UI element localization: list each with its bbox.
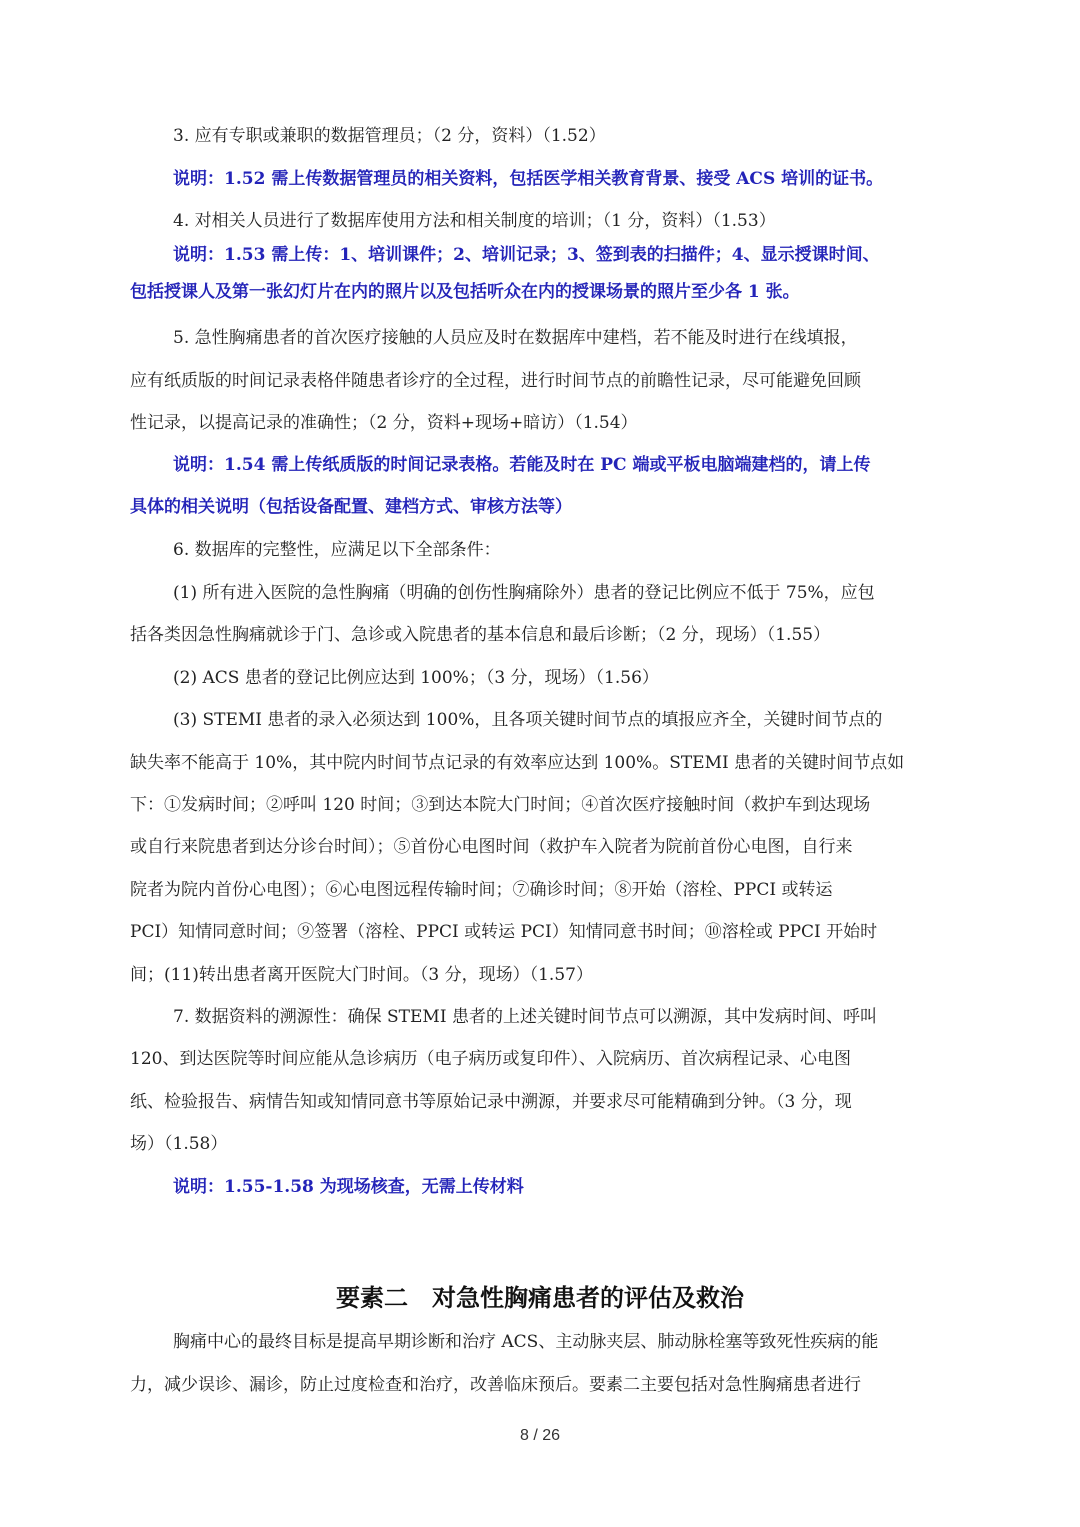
criterion-1-53: 4. 对相关人员进行了数据库使用方法和相关制度的培训；（1 分，资料）（1.53） <box>173 211 776 231</box>
criterion-1-58: 7. 数据资料的溯源性：确保 STEMI 患者的上述关键时间节点可以溯源，其中发病时间、呼叫 <box>173 1007 877 1027</box>
criterion-1-57: (3) STEMI 患者的录入必须达到 100%，且各项关键时间节点的填报应齐全，关键时间节点的 <box>173 710 883 730</box>
criterion-1-57-cont: PCI）知情同意时间；⑨签署（溶栓、PPCI 或转运 PCI）知情同意书时间；⑩溶栓或 PPCI 开始时 <box>130 922 878 942</box>
page-number: 8 / 26 <box>519 1427 561 1444</box>
criterion-1-57-cont: 或自行来院患者到达分诊台时间）；⑤首份心电图时间（救护车入院者为院前首份心电图，自行来 <box>130 837 853 857</box>
criterion-1-58-cont: 120、到达医院等时间应能从急诊病历（电子病历或复印件）、入院病历、首次病程记录、心电图 <box>130 1049 851 1069</box>
section-intro-cont: 力，减少误诊、漏诊，防止过度检查和治疗，改善临床预后。要素二主要包括对急性胸痛患者进行 <box>130 1375 861 1395</box>
criterion-1-55: (1) 所有进入医院的急性胸痛（明确的创伤性胸痛除外）患者的登记比例应不低于 75%，应包 <box>173 583 875 603</box>
criterion-1-56: (2) ACS 患者的登记比例应达到 100%；（3 分，现场）（1.56） <box>173 668 659 688</box>
section-intro: 胸痛中心的最终目标是提高早期诊断和治疗 ACS、主动脉夹层、肺动脉栓塞等致死性疾病的能 <box>173 1332 879 1352</box>
note-1-54: 说明：1.54 需上传纸质版的时间记录表格。若能及时在 PC 端或平板电脑端建档的，请上传 <box>173 455 871 475</box>
criterion-1-57-cont: 缺失率不能高于 10%，其中院内时间节点记录的有效率应达到 100%。STEMI 患者的关键时间节点如 <box>130 753 905 773</box>
criterion-6: 6. 数据库的完整性，应满足以下全部条件： <box>173 540 501 560</box>
criterion-1-55-cont: 括各类因急性胸痛就诊于门、急诊或入院患者的基本信息和最后诊断；（2 分，现场）（1.55） <box>130 625 831 645</box>
criterion-1-58-cont: 场）（1.58） <box>130 1134 228 1154</box>
note-1-53: 说明：1.53 需上传：1、培训课件；2、培训记录；3、签到表的扫描件；4、显示授课时间、 <box>173 245 880 265</box>
section-heading: 要素二 对急性胸痛患者的评估及救治 <box>336 1283 744 1312</box>
criterion-1-58-cont: 纸、检验报告、病情告知或知情同意书等原始记录中溯源，并要求尽可能精确到分钟。（3 分，现 <box>130 1092 852 1112</box>
criterion-1-57-cont: 院者为院内首份心电图）；⑥心电图远程传输时间；⑦确诊时间；⑧开始（溶栓、PPCI 或转运 <box>130 880 833 900</box>
note-1-54-cont: 具体的相关说明（包括设备配置、建档方式、审核方法等） <box>130 497 572 517</box>
criterion-1-57-cont: 下：①发病时间；②呼叫 120 时间；③到达本院大门时间；④首次医疗接触时间（救护车到达现场 <box>130 795 871 815</box>
criterion-1-57-cont: 间；(11)转出患者离开医院大门时间。（3 分，现场）（1.57） <box>130 965 593 985</box>
criterion-1-54-cont: 性记录，以提高记录的准确性；（2 分，资料+现场+暗访）（1.54） <box>130 413 638 433</box>
criterion-1-52: 3. 应有专职或兼职的数据管理员；（2 分，资料）（1.52） <box>173 126 606 146</box>
criterion-1-54: 5. 急性胸痛患者的首次医疗接触的人员应及时在数据库中建档，若不能及时进行在线填报， <box>173 328 858 348</box>
note-1-53-cont: 包括授课人及第一张幻灯片在内的照片以及包括听众在内的授课场景的照片至少各 1 张。 <box>130 282 800 302</box>
criterion-1-54-cont: 应有纸质版的时间记录表格伴随患者诊疗的全过程，进行时间节点的前瞻性记录，尽可能避免回顾 <box>130 371 861 391</box>
note-1-55-1-58: 说明：1.55-1.58 为现场核查，无需上传材料 <box>173 1177 524 1197</box>
note-1-52: 说明：1.52 需上传数据管理员的相关资料，包括医学相关教育背景、接受 ACS 培训的证书。 <box>173 169 884 189</box>
